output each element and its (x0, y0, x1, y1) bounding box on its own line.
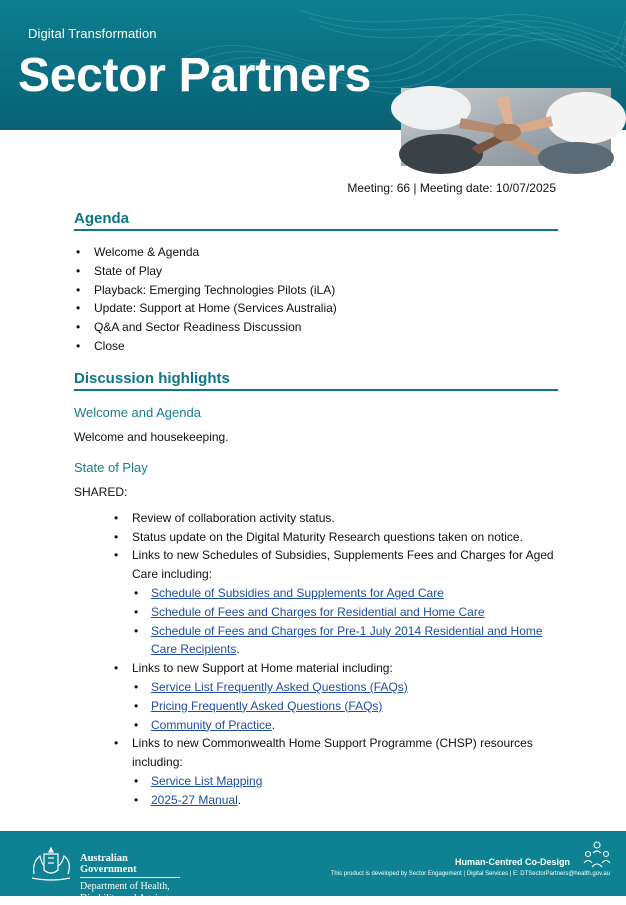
list-item-text: Links to new Support at Home material including: (132, 661, 393, 676)
hcd-note: This product is developed by Sector Engagement | Digital Services | E: DTSectorPartners@health.gov.au (330, 871, 610, 877)
list-item: • Update: Support at Home (Services Australia) (74, 299, 558, 318)
gov-line1: Australian Government (80, 853, 180, 878)
agenda-list (74, 243, 558, 356)
sublist (132, 678, 558, 734)
coat-of-arms-icon (26, 844, 76, 884)
list-item-text: Links to new Schedules of Subsidies, Supplements Fees and Charges for Aged Care including: (132, 548, 554, 582)
list-item: • Q&A and Sector Readiness Discussion (74, 318, 558, 337)
shared-list (112, 509, 558, 810)
link-service-list-faqs[interactable]: Service List Frequently Asked Questions (FAQs) (151, 679, 408, 694)
meeting-info: Meeting: 66 | Meeting date: 10/07/2025 (347, 181, 556, 195)
sublist (132, 772, 558, 810)
link-schedule-subsidies[interactable]: Schedule of Subsidies and Supplements for Aged Care (151, 585, 444, 600)
list-item (132, 772, 558, 791)
list-item-text: Links to new Commonwealth Home Support Programme (CHSP) resources including: (132, 736, 533, 770)
page-title: Sector Partners (18, 49, 371, 102)
period: . (237, 792, 242, 807)
shared-label: SHARED: (74, 484, 128, 499)
gov-department-logo (80, 853, 180, 905)
link-service-list-mapping[interactable]: Service List Mapping (151, 773, 263, 788)
list-item (132, 678, 558, 697)
list-item: • Playback: Emerging Technologies Pilots (iLA) (74, 281, 558, 300)
list-item (112, 734, 558, 809)
link-pricing-faqs[interactable]: Pricing Frequently Asked Questions (FAQs) (151, 698, 383, 713)
period: . (271, 717, 276, 732)
list-item (132, 716, 558, 735)
gov-line2: Department of Health, (80, 881, 170, 892)
hcd-title: Human-Centred Co-Design (454, 857, 570, 867)
link-schedule-fees-residential[interactable]: Schedule of Fees and Charges for Residential and Home Care (151, 604, 485, 619)
list-item: • Status update on the Digital Maturity Research questions taken on notice. (112, 528, 558, 547)
list-item (132, 622, 558, 660)
sublist (132, 584, 558, 659)
link-schedule-fees-pre-2014[interactable]: Schedule of Fees and Charges for Pre-1 July 2014 Residential and Home Care Recipients (151, 623, 543, 657)
link-community-of-practice[interactable]: Community of Practice (151, 717, 272, 732)
list-item: • Close (74, 337, 558, 356)
list-item (112, 546, 558, 659)
banner-eyebrow: Digital Transformation (28, 26, 157, 41)
list-item: • State of Play (74, 262, 558, 281)
co-design-people-icon (582, 839, 612, 869)
list-item (132, 584, 558, 603)
list-item (112, 659, 558, 734)
gov-line3: Disability and Ageing (80, 893, 168, 904)
list-item (132, 603, 558, 622)
list-item: • Review of collaboration activity status. (112, 509, 558, 528)
footer-bar (0, 831, 626, 904)
list-item (132, 791, 558, 810)
list-item: • Welcome & Agenda (74, 243, 558, 262)
welcome-subheading: Welcome and Agenda (74, 404, 201, 420)
state-of-play-subheading: State of Play (74, 459, 148, 475)
team-hands-photo (401, 88, 611, 166)
agenda-heading: Agenda (74, 210, 558, 231)
main-content (74, 210, 558, 810)
link-2025-27-manual[interactable]: 2025-27 Manual (151, 792, 238, 807)
list-item (132, 697, 558, 716)
welcome-text: Welcome and housekeeping. (74, 429, 229, 444)
discussion-heading: Discussion highlights (74, 370, 558, 391)
period: . (236, 642, 240, 657)
